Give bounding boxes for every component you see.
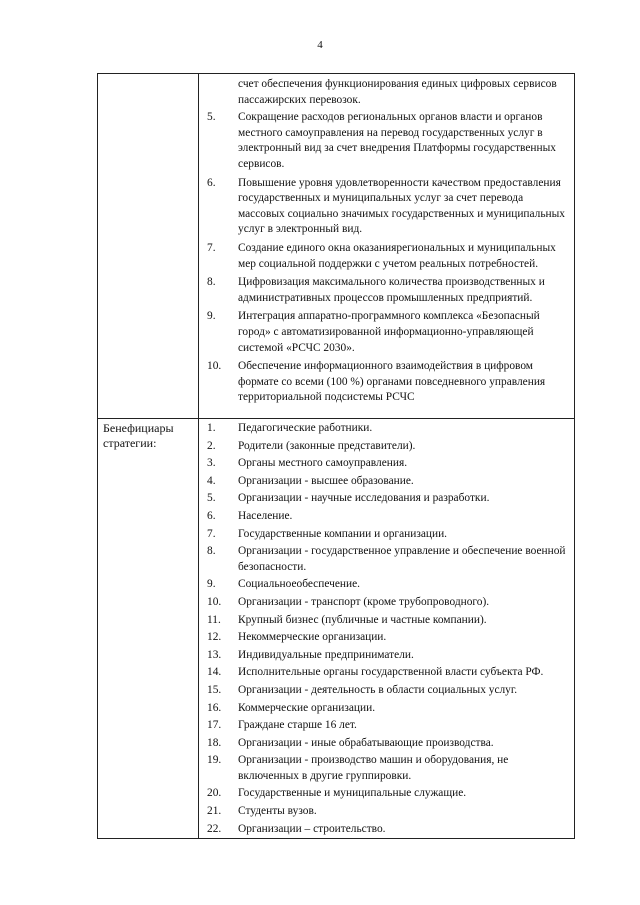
list-item-number: 2. <box>207 439 216 452</box>
list-item-text: Цифровизация максимального количества производственных и административных процессов промышленных предприятий. <box>238 276 545 304</box>
list-item <box>98 595 576 611</box>
list-item-text: Государственные и муниципальные служащие. <box>238 787 467 800</box>
list-item <box>98 804 576 820</box>
list-item-number: 14. <box>207 666 222 679</box>
list-item-number: 12. <box>207 631 222 644</box>
list-item-text: Повышение уровня удовлетворенности качеством предоставления государственных и муниципальных услуг за счет перевода массовых социально значимых государственных и муниципальных услуг в электронный вид. <box>238 176 565 236</box>
list-item <box>98 176 576 238</box>
list-item-text: Индивидуальные предприниматели. <box>238 648 414 661</box>
goals-list <box>98 77 576 409</box>
list-item-number: 13. <box>207 648 222 661</box>
list-item <box>98 630 576 646</box>
list-item-number: 7. <box>207 527 216 540</box>
list-item-text: Организации – строительство. <box>238 822 386 835</box>
list-item-number: 22. <box>207 822 222 835</box>
list-item-text: Интеграция аппаратно-программного комплекса «Безопасный город» с автоматизированной информационно-управляющей системой «РСЧС 2030». <box>238 310 540 354</box>
list-item-number: 17. <box>207 719 222 732</box>
page-number: 4 <box>317 39 323 51</box>
list-item-text: Государственные компании и организации. <box>238 527 448 540</box>
list-item-number: 8. <box>207 276 216 289</box>
list-item-text: Организации - научные исследования и разработки. <box>238 492 490 505</box>
list-item-number: 20. <box>207 787 222 800</box>
list-item <box>98 822 576 838</box>
list-item-number: 7. <box>207 241 216 254</box>
list-item <box>98 241 576 272</box>
beneficiaries-list <box>98 421 576 839</box>
list-item-number: 11. <box>207 613 221 626</box>
list-item <box>98 577 576 593</box>
list-item <box>98 491 576 507</box>
list-item-text: Педагогические работники. <box>238 422 373 434</box>
list-item-number: 1. <box>207 422 216 434</box>
strategy-table <box>97 73 575 839</box>
list-item-number: 21. <box>207 805 222 818</box>
list-item-text: Коммерческие организации. <box>238 701 376 714</box>
list-item-text: Организации - транспорт (кроме трубопроводного). <box>238 595 490 608</box>
list-item-text: Органы местного самоуправления. <box>238 457 408 470</box>
list-item-text: Исполнительные органы государственной власти субъекта РФ. <box>238 666 544 679</box>
list-item-number: 10. <box>207 360 222 373</box>
list-item <box>98 275 576 306</box>
list-item <box>98 613 576 629</box>
row-divider <box>98 418 574 419</box>
list-item-number: 16. <box>207 701 222 714</box>
list-item-text: счет обеспечения функционирования единых цифровых сервисов пассажирских перевозок. <box>238 78 557 106</box>
list-item-number: 6. <box>207 509 216 522</box>
list-item-continued <box>98 77 576 108</box>
list-item-number: 3. <box>207 457 216 470</box>
list-item-text: Некоммерческие организации. <box>238 631 387 644</box>
list-item-text: Организации - иные обрабатывающие производства. <box>238 736 494 749</box>
list-item <box>98 509 576 525</box>
list-item-text: Создание единого окна оказаниярегиональных и муниципальных мер социальной поддержки с учетом реальных потребностей. <box>238 241 556 270</box>
list-item <box>98 786 576 802</box>
beneficiaries-label: Бенефициары стратегии: <box>103 421 174 450</box>
list-item-text: Студенты вузов. <box>238 805 317 818</box>
list-item <box>98 648 576 664</box>
list-item-text: Сокращение расходов региональных органов власти и органов местного самоуправления на перевод государственных услуг в электронный вид за счет внедрения Платформы государственных сервисов. <box>238 111 556 170</box>
list-item-text: Население. <box>238 509 293 522</box>
list-item <box>98 474 576 490</box>
list-item <box>98 110 576 172</box>
list-item-text: Родители (законные представители). <box>238 439 416 452</box>
list-item <box>98 701 576 717</box>
list-item-text: Организации - деятельность в области социальных услуг. <box>238 683 518 696</box>
list-item-number: 9. <box>207 578 216 591</box>
list-item-number: 10. <box>207 595 222 608</box>
list-item-text: Граждане старше 16 лет. <box>238 719 357 732</box>
list-item-number: 6. <box>207 176 216 189</box>
list-item <box>98 309 576 356</box>
list-item-text: Крупный бизнес (публичные и частные компании). <box>238 613 487 626</box>
list-item <box>98 421 576 437</box>
list-item <box>98 456 576 472</box>
list-item <box>98 683 576 699</box>
list-item-number: 5. <box>207 111 216 124</box>
list-item <box>98 359 576 406</box>
list-item-text: Организации - высшее образование. <box>238 474 414 487</box>
list-item-number: 9. <box>207 310 216 323</box>
list-item-number: 5. <box>207 492 216 505</box>
list-item <box>98 736 576 752</box>
list-item-number: 18. <box>207 736 222 749</box>
list-item-number: 8. <box>207 545 216 558</box>
list-item <box>98 527 576 543</box>
list-item <box>98 665 576 681</box>
list-item <box>98 718 576 734</box>
list-item <box>98 753 576 784</box>
list-item-number: 15. <box>207 683 222 696</box>
list-item-number: 19. <box>207 754 222 767</box>
list-item-number: 4. <box>207 474 216 487</box>
list-item-text: Социальноеобеспечение. <box>238 578 360 591</box>
list-item <box>98 544 576 575</box>
list-item-text: Организации - производство машин и оборудования, не включенных в другие группировки. <box>238 754 509 782</box>
list-item-text: Организации - государственное управление и обеспечение военной безопасности. <box>238 545 566 573</box>
list-item <box>98 439 576 455</box>
list-item-text: Обеспечение информационного взаимодействия в цифровом формате со всеми (100 %) органами повседневного управления территориальной подсистемы РСЧС <box>238 360 546 404</box>
